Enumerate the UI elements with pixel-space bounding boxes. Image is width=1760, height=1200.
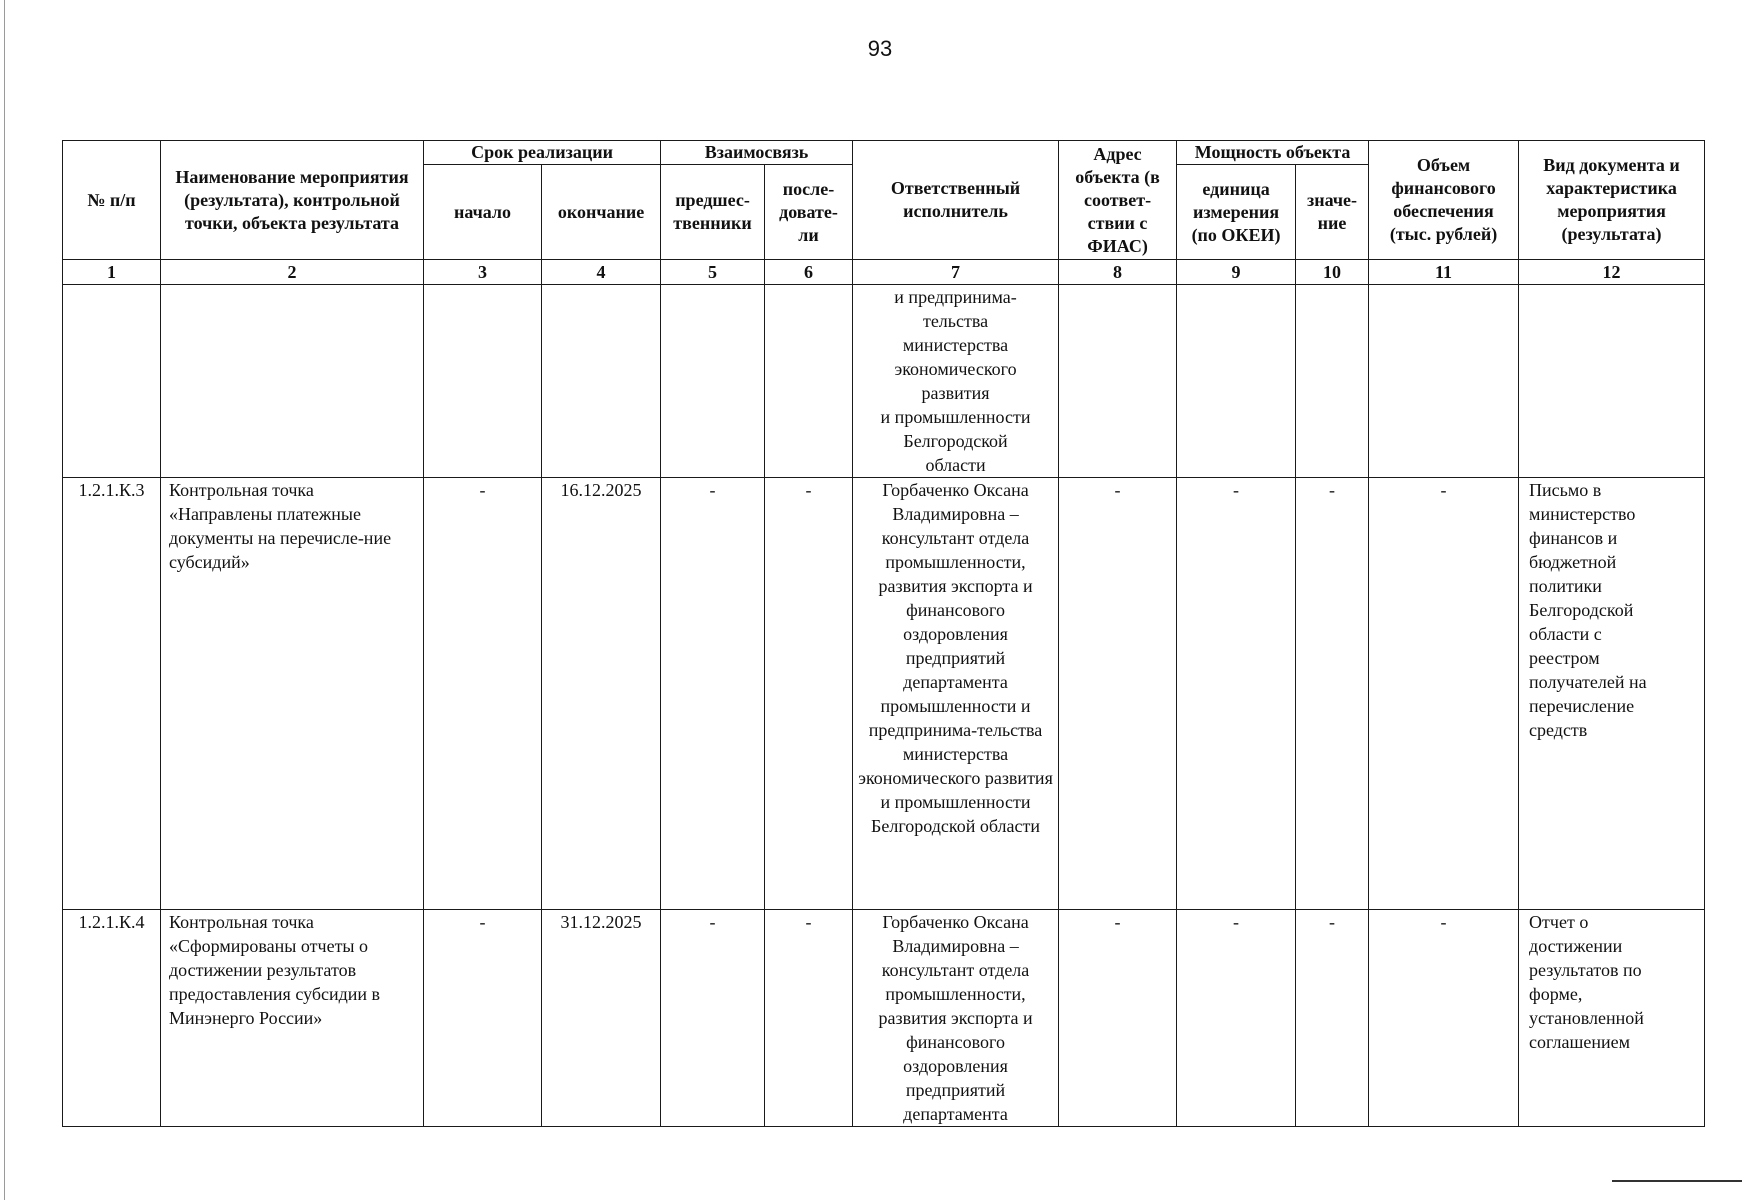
value: - [1296,910,1369,1127]
header-successors: после-довате-ли [765,165,853,260]
column-number: 5 [661,260,765,285]
column-number: 11 [1369,260,1519,285]
header-address: Адрес объекта (в соответ-ствии с ФИАС) [1059,141,1177,260]
header-finance: Объем финансового обеспечения (тыс. рублей) [1369,141,1519,260]
column-number: 8 [1059,260,1177,285]
start-date: - [424,910,542,1127]
header-executor: Ответственный исполнитель [853,141,1059,260]
value: - [1296,478,1369,910]
measures-table [62,140,1705,1127]
table-cell [63,285,161,478]
table-cell [1059,285,1177,478]
header-value: значе-ние [1296,165,1369,260]
row-number: 1.2.1.К.3 [63,478,161,910]
finance: - [1369,478,1519,910]
address: - [1059,478,1177,910]
column-number: 10 [1296,260,1369,285]
table-cell [765,285,853,478]
end-date: 16.12.2025 [542,478,661,910]
predecessors: - [661,478,765,910]
unit: - [1177,478,1296,910]
table-cell [661,285,765,478]
table-cell [161,285,424,478]
executor-cell: Горбаченко Оксана Владимировна – консультант отдела промышленности, развития экспорта и финансового оздоровления предприятий департамента промышленности и предпринима-тельства министерства экономического развития и промышленности Белгородской области [853,478,1059,910]
predecessors: - [661,910,765,1127]
footer-rule [1612,1180,1742,1182]
header-end: окончание [542,165,661,260]
column-number: 4 [542,260,661,285]
column-number: 3 [424,260,542,285]
measure-name: Контрольная точка «Сформированы отчеты о достижении результатов предоставления субсидии в Минэнерго России» [161,910,424,1127]
table-row [63,910,1705,1127]
column-number: 12 [1519,260,1705,285]
executor-cell: Горбаченко Оксана Владимировна – консультант отдела промышленности, развития экспорта и финансового оздоровления предприятий департамента [853,910,1059,1127]
header-document: Вид документа и характеристика мероприятия (результата) [1519,141,1705,260]
document-type: Отчет о достижении результатов по форме, установленной соглашением [1519,910,1705,1127]
column-number-row [63,260,1705,285]
column-number: 9 [1177,260,1296,285]
column-number: 2 [161,260,424,285]
header-number: № п/п [63,141,161,260]
start-date: - [424,478,542,910]
table-cell [1296,285,1369,478]
measure-name: Контрольная точка «Направлены платежные документы на перечисле-ние субсидий» [161,478,424,910]
scan-edge [4,0,5,1200]
successors: - [765,910,853,1127]
header-link-group: Взаимосвязь [661,141,853,165]
table-cell [424,285,542,478]
header-row-top [63,141,1705,165]
table-cell [1369,285,1519,478]
column-number: 1 [63,260,161,285]
header-term-group: Срок реализации [424,141,661,165]
table-row-continued [63,285,1705,478]
column-number: 7 [853,260,1059,285]
header-start: начало [424,165,542,260]
successors: - [765,478,853,910]
document-type: Письмо в министерство финансов и бюджетной политики Белгородской области с реестром получателей на перечисление средств [1519,478,1705,910]
address: - [1059,910,1177,1127]
header-capacity-group: Мощность объекта [1177,141,1369,165]
table-row [63,478,1705,910]
table-cell [1519,285,1705,478]
table-cell [1177,285,1296,478]
end-date: 31.12.2025 [542,910,661,1127]
finance: - [1369,910,1519,1127]
column-number: 6 [765,260,853,285]
header-predecessors: предшес-твенники [661,165,765,260]
executor-cell: и предпринима- тельства министерства экономического развития и промышленности Белгородской области [853,285,1059,478]
header-unit: единица измерения (по ОКЕИ) [1177,165,1296,260]
header-name: Наименование мероприятия (результата), контрольной точки, объекта результата [161,141,424,260]
page-number: 93 [867,36,893,61]
table-cell [542,285,661,478]
row-number: 1.2.1.К.4 [63,910,161,1127]
unit: - [1177,910,1296,1127]
